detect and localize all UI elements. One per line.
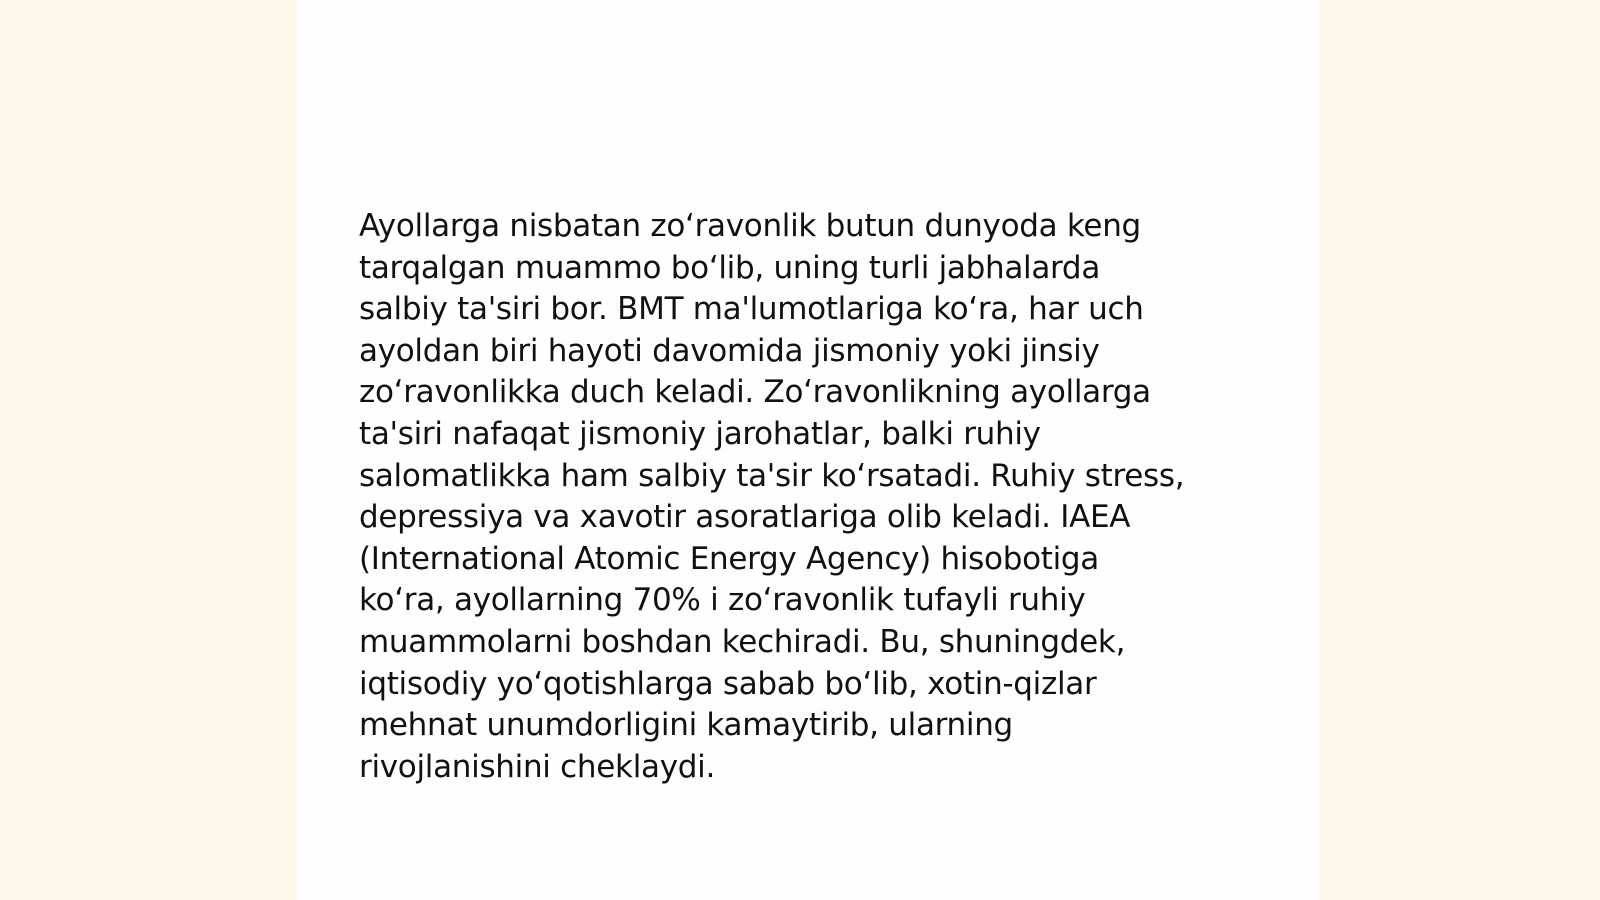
paragraph-line: muammolarni boshdan kechiradi. Bu, shuningdek, xyxy=(359,623,1126,660)
paragraph-line: zoʻravonlikka duch keladi. Zoʻravonlikning ayollarga xyxy=(359,374,1151,411)
paragraph-line: salbiy ta'siri bor. BMT ma'lumotlariga koʻra, har uch xyxy=(359,291,1144,328)
paragraph-line: tarqalgan muammo boʻlib, uning turli jabhalarda xyxy=(359,249,1101,286)
slide xyxy=(297,0,1319,900)
paragraph-line: (International Atomic Energy Agency) hisobotiga xyxy=(359,540,1099,577)
paragraph-line: iqtisodiy yoʻqotishlarga sabab boʻlib, xotin-qizlar xyxy=(359,665,1097,702)
body-paragraph xyxy=(359,206,1259,788)
paragraph-line: rivojlanishini cheklaydi. xyxy=(359,748,715,785)
paragraph-line: mehnat unumdorligini kamaytirib, ularning xyxy=(359,707,1013,744)
paragraph-line: ayoldan biri hayoti davomida jismoniy yoki jinsiy xyxy=(359,332,1100,369)
paragraph-line: salomatlikka ham salbiy ta'sir koʻrsatadi. Ruhiy stress, xyxy=(359,457,1185,494)
paragraph-line: depressiya va xavotir asoratlariga olib keladi. IAEA xyxy=(359,499,1131,536)
paragraph-line: ta'siri nafaqat jismoniy jarohatlar, balki ruhiy xyxy=(359,415,1041,452)
paragraph-line: koʻra, ayollarning 70% i zoʻravonlik tufayli ruhiy xyxy=(359,582,1086,619)
paragraph-line: Ayollarga nisbatan zoʻravonlik butun dunyoda keng xyxy=(359,208,1141,244)
